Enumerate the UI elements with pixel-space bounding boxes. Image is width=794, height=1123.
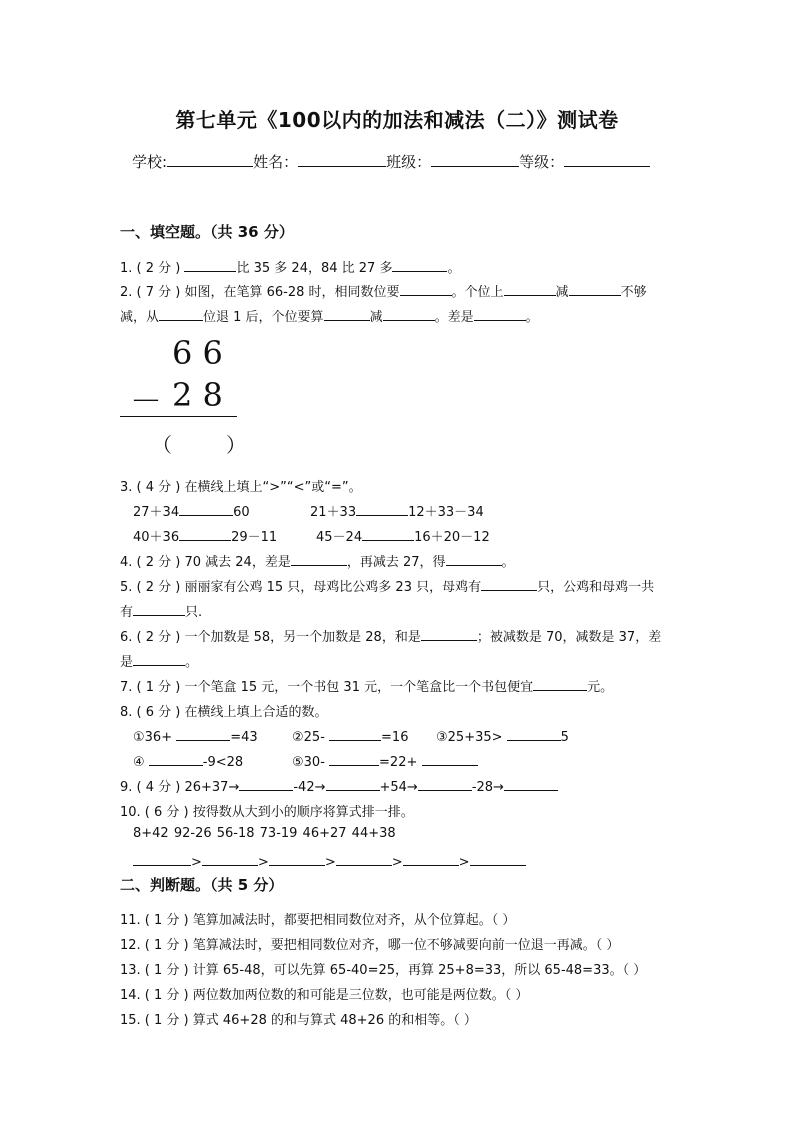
q8-expr: =22+	[379, 755, 422, 770]
q9-text-a: 9. ( 4 分 ) 26+37→	[120, 780, 240, 795]
answer-blank[interactable]	[507, 726, 561, 741]
answer-blank[interactable]	[504, 776, 558, 791]
q8-expr: =16	[381, 730, 409, 745]
gt-sign: >	[257, 855, 269, 870]
answer-blank[interactable]	[403, 851, 459, 866]
answer-blank[interactable]	[159, 306, 203, 321]
answer-blank[interactable]	[179, 526, 231, 541]
question-6-line-1	[120, 626, 661, 645]
circle-number: ⑤	[292, 755, 304, 770]
vertical-bottom-digits: 2 8	[172, 376, 223, 414]
gt-sign: >	[324, 855, 336, 870]
question-3: 3. ( 4 分 ) 在横线上填上“>”“<”或“=”。	[120, 480, 362, 495]
q9-text-d: -28→	[471, 780, 504, 795]
gt-sign: >	[391, 855, 403, 870]
answer-blank[interactable]	[184, 257, 236, 272]
answer-blank[interactable]	[470, 851, 526, 866]
school-blank[interactable]	[167, 152, 253, 167]
answer-blank[interactable]	[446, 551, 502, 566]
answer-blank[interactable]	[481, 576, 537, 591]
answer-blank[interactable]	[569, 281, 621, 296]
question-2-line-1	[120, 281, 647, 300]
answer-blank[interactable]	[383, 306, 435, 321]
q3-expr: 60	[233, 505, 250, 520]
question-1	[120, 257, 460, 276]
section-1-heading: 一、填空题。（共 36 分）	[120, 223, 294, 241]
q6-text-c: 是	[120, 655, 134, 670]
q3-expr: 21＋33	[310, 505, 357, 520]
q3-expr: 12＋33－34	[408, 505, 484, 520]
answer-blank[interactable]	[324, 306, 370, 321]
q8-expr: -9<28	[202, 755, 244, 770]
q8-expr: 25-	[303, 730, 330, 745]
result-paren-left: （	[152, 433, 172, 457]
circle-number: ②	[292, 730, 304, 745]
question-9	[120, 776, 558, 795]
answer-blank[interactable]	[179, 501, 233, 516]
q4-text-a: 4. ( 2 分 ) 70 减去 24，差是	[120, 555, 291, 570]
q6-text-b: ；被减数是 70，减数是 37，差	[476, 630, 662, 645]
question-10: 10. ( 6 分 ) 按得数从大到小的顺序将算式排一排。	[120, 805, 414, 820]
result-paren-right: ）	[226, 433, 246, 457]
q3-expr: 45－24	[316, 530, 363, 545]
grade-label: 等级：	[519, 153, 565, 171]
q2-text-d: 不够	[620, 285, 647, 300]
question-15: 15. ( 1 分 ) 算式 46+28 的和与算式 48+26 的和相等。（ ）	[120, 1013, 477, 1028]
q3-item-3	[133, 526, 277, 545]
vertical-result-line	[120, 416, 237, 417]
q7-text-b: 元。	[587, 680, 614, 695]
name-blank[interactable]	[298, 152, 386, 167]
answer-blank[interactable]	[329, 726, 381, 741]
question-7	[120, 676, 613, 695]
q3-expr: 29－11	[231, 530, 278, 545]
q8-item-4	[133, 751, 243, 770]
answer-blank[interactable]	[504, 281, 556, 296]
grade-blank[interactable]	[564, 152, 650, 167]
q10-expressions: 8+42 92-26 56-18 73-19 46+27 44+38	[133, 826, 396, 841]
class-blank[interactable]	[431, 152, 519, 167]
answer-blank[interactable]	[533, 676, 587, 691]
question-5-line-2	[120, 601, 202, 620]
q8-item-5	[292, 751, 478, 770]
answer-blank[interactable]	[422, 751, 478, 766]
q5-text-b: 只，公鸡和母鸡一共	[537, 580, 655, 595]
q10-order-line	[133, 851, 526, 870]
q6-text-a: 6. ( 2 分 ) 一个加数是 58，另一个加数是 28，和是	[120, 630, 421, 645]
circle-number: ③	[436, 730, 448, 745]
answer-blank[interactable]	[326, 776, 380, 791]
answer-blank[interactable]	[239, 776, 293, 791]
question-13: 13. ( 1 分 ) 计算 65-48，可以先算 65-40=25，再算 25+8=33，所以 65-48=33。（ ）	[120, 963, 647, 978]
q2-text-i: 。	[525, 310, 539, 325]
answer-blank[interactable]	[133, 851, 191, 866]
answer-blank[interactable]	[362, 526, 414, 541]
question-8: 8. ( 6 分 ) 在横线上填上合适的数。	[120, 705, 328, 720]
question-12: 12. ( 1 分 ) 笔算减法时，要把相同数位对齐，哪一位不够减要向前一位退一再减。（ ）	[120, 938, 620, 953]
q8-expr: 36+	[144, 730, 177, 745]
q3-item-2	[310, 501, 484, 520]
q2-text-f: 位退 1 后，个位要算	[203, 310, 324, 325]
question-11: 11. ( 1 分 ) 笔算加减法时，都要把相同数位对齐，从个位算起。（ ）	[120, 913, 516, 928]
q9-text-b: -42→	[293, 780, 326, 795]
q2-text-a: 2. ( 7 分 ) 如图，在笔算 66-28 时，相同数位要	[120, 285, 400, 300]
class-label: 班级：	[386, 153, 432, 171]
answer-blank[interactable]	[474, 306, 526, 321]
answer-blank[interactable]	[133, 651, 185, 666]
answer-blank[interactable]	[149, 751, 203, 766]
answer-blank[interactable]	[291, 551, 347, 566]
q3-item-1	[133, 501, 250, 520]
q8-item-3	[436, 726, 569, 745]
q5-text-c: 有	[120, 605, 134, 620]
answer-blank[interactable]	[392, 257, 447, 272]
q8-item-2	[292, 726, 408, 745]
answer-blank[interactable]	[336, 851, 392, 866]
q1-text-a: 1. ( 2 分 )	[120, 261, 185, 276]
q9-text-c: +54→	[379, 780, 418, 795]
question-4	[120, 551, 515, 570]
q8-expr: 25+35>	[447, 730, 507, 745]
q3-expr: 40＋36	[133, 530, 180, 545]
gt-sign: >	[191, 855, 202, 870]
q8-item-1	[133, 726, 258, 745]
q2-text-e: 减，从	[120, 310, 160, 325]
q5-text-d: 只.	[185, 605, 203, 620]
circle-number: ④	[133, 755, 145, 770]
q3-item-4	[316, 526, 490, 545]
section-2-heading: 二、判断题。（共 5 分）	[120, 876, 284, 894]
q1-text-c: 。	[447, 261, 461, 276]
q2-text-h: 。差是	[434, 310, 474, 325]
q4-text-c: 。	[501, 555, 515, 570]
q1-text-b: 比 35 多 24，84 比 27 多	[236, 261, 393, 276]
q8-expr: =43	[230, 730, 258, 745]
q6-text-d: 。	[185, 655, 199, 670]
answer-blank[interactable]	[133, 601, 185, 616]
question-2-line-2	[120, 306, 539, 325]
q8-expr: 5	[560, 730, 569, 745]
question-6-line-2	[120, 651, 198, 670]
answer-blank[interactable]	[202, 851, 258, 866]
question-5-line-1	[120, 576, 654, 595]
q2-text-c: 减	[555, 285, 569, 300]
name-label: 姓名：	[253, 153, 299, 171]
minus-sign: －	[130, 382, 163, 420]
vertical-top-digits: 6 6	[172, 334, 223, 372]
answer-blank[interactable]	[176, 726, 230, 741]
q7-text-a: 7. ( 1 分 ) 一个笔盒 15 元，一个书包 31 元，一个笔盒比一个书包便宜	[120, 680, 534, 695]
answer-blank[interactable]	[329, 751, 379, 766]
q2-text-g: 减	[369, 310, 383, 325]
school-label: 学校:	[132, 153, 168, 171]
answer-blank[interactable]	[400, 281, 452, 296]
q3-expr: 16＋20－12	[414, 530, 490, 545]
q3-expr: 27＋34	[133, 505, 180, 520]
student-info-line	[132, 151, 650, 172]
gt-sign: >	[458, 855, 470, 870]
q4-text-b: ，再减去 27，得	[346, 555, 446, 570]
circle-number: ①	[133, 730, 145, 745]
q2-text-b: 。个位上	[451, 285, 504, 300]
q8-expr: 30-	[303, 755, 330, 770]
q5-text-a: 5. ( 2 分 ) 丽丽家有公鸡 15 只，母鸡比公鸡多 23 只，母鸡有	[120, 580, 482, 595]
page-title: 第七单元《100以内的加法和减法（二）》测试卷	[175, 108, 619, 132]
answer-blank[interactable]	[421, 626, 477, 641]
answer-blank[interactable]	[418, 776, 472, 791]
answer-blank[interactable]	[356, 501, 408, 516]
question-14: 14. ( 1 分 ) 两位数加两位数的和可能是三位数，也可能是两位数。（ ）	[120, 988, 529, 1003]
answer-blank[interactable]	[269, 851, 325, 866]
